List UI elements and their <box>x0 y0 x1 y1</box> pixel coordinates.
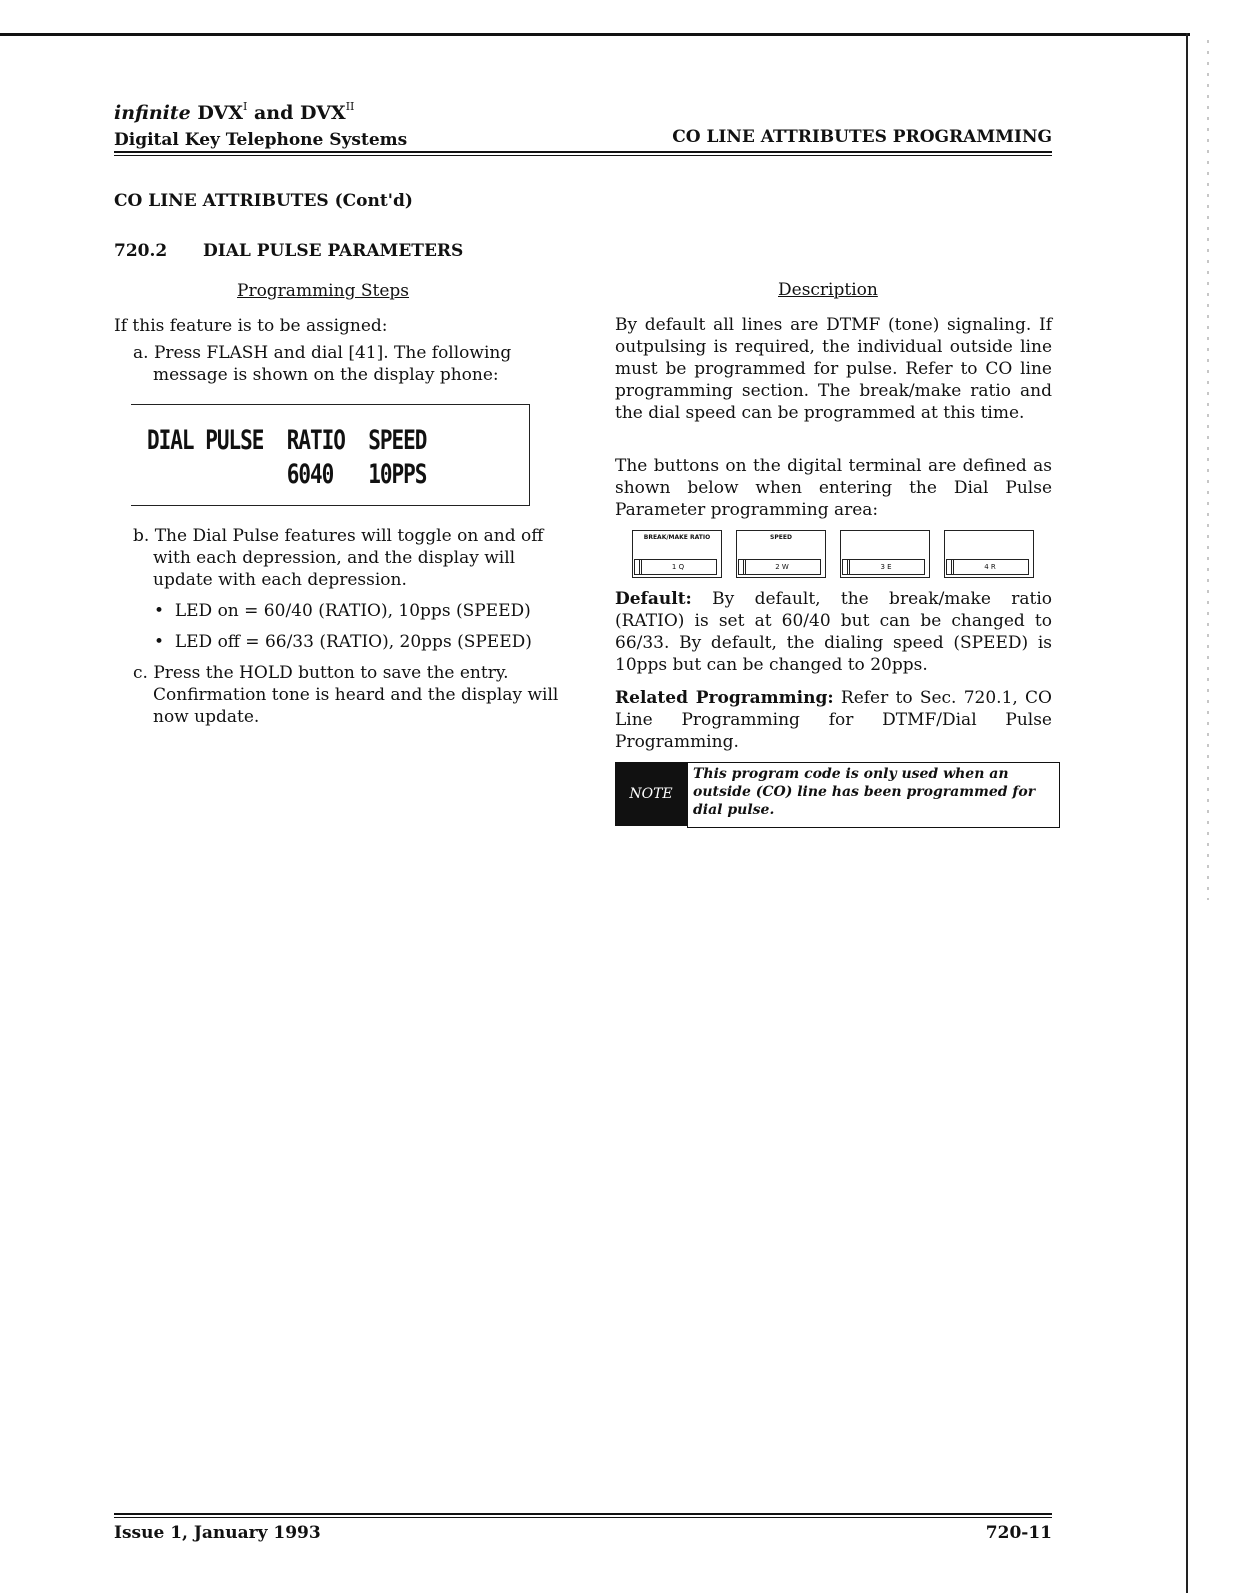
button-4: 4 R <box>944 530 1034 578</box>
terminal-button-diagram <box>632 530 1036 578</box>
header-rule-thin <box>114 155 1052 156</box>
intro-text: If this feature is to be assigned: <box>114 316 388 336</box>
ratio-button: BREAK/MAKE RATIO 1 Q <box>632 530 722 578</box>
related-programming-paragraph: Related Programming: Refer to Sec. 720.1, CO Line Programming for DTMF/Dial Pulse Programming. <box>615 688 1052 752</box>
description-heading: Description <box>778 280 878 300</box>
display-phone-screen <box>131 404 530 506</box>
display-line-1: DIAL PULSE RATIO SPEED <box>147 425 427 455</box>
description-para-1: By default all lines are DTMF (tone) signaling. If outpulsing is required, the individual outside line must be programmed for pulse. Refer to CO line programming section. The break/make ratio and the dial speed can be programmed at this time. <box>615 315 1052 423</box>
footer-rule <box>114 1513 1052 1515</box>
bullet-dot: • <box>154 632 175 652</box>
footer-page-number: 720-11 <box>985 1523 1052 1543</box>
led-indicator <box>946 559 954 575</box>
bullet-led-on: • LED on = 60/40 (RATIO), 10pps (SPEED) <box>154 601 531 621</box>
header-rule <box>114 151 1052 153</box>
footer-issue: Issue 1, January 1993 <box>114 1523 321 1543</box>
scan-margin-marks <box>1207 40 1209 900</box>
led-indicator <box>738 559 746 575</box>
description-para-2: The buttons on the digital terminal are defined as shown below when entering the Dial Pulse Parameter programming area: <box>615 456 1052 520</box>
product-subtitle: Digital Key Telephone Systems <box>114 130 408 150</box>
speed-button: SPEED 2 W <box>736 530 826 578</box>
note-label: NOTE <box>615 762 687 826</box>
step-c: c. Press the HOLD button to save the entry. Confirmation tone is heard and the display will now update. <box>133 663 559 727</box>
step-a: a. Press FLASH and dial [41]. The following message is shown on the display phone: <box>133 343 512 385</box>
programming-steps-heading: Programming Steps <box>237 281 410 301</box>
page-border-top <box>0 33 1190 36</box>
subsection-title: DIAL PULSE PARAMETERS <box>203 241 464 261</box>
default-paragraph: Default: By default, the break/make ratio (RATIO) is set at 60/40 but can be changed to 66/33. By default, the dialing speed (SPEED) is 10pps but can be changed to 20pps. <box>615 589 1052 675</box>
step-b: b. The Dial Pulse features will toggle on and off with each depression, and the display will update with each depression. <box>133 526 544 590</box>
bullet-led-off: • LED off = 66/33 (RATIO), 20pps (SPEED) <box>154 632 532 652</box>
button-3: 3 E <box>840 530 930 578</box>
bullet-dot: • <box>154 601 175 621</box>
product-title: infinite $DVX^I$ and $DVX^{II}$ <box>114 100 355 124</box>
section-title: CO LINE ATTRIBUTES (Cont'd) <box>114 191 413 211</box>
footer-rule-thin <box>114 1517 1052 1518</box>
header-section-title: CO LINE ATTRIBUTES PROGRAMMING <box>672 127 1052 147</box>
subsection-number: 720.2 <box>114 241 168 261</box>
note-text: This program code is only used when an outside (CO) line has been programmed for dial pulse. <box>687 762 1060 828</box>
note-box <box>615 762 1055 826</box>
display-line-2: 6040 10PPS <box>147 459 427 489</box>
led-indicator <box>842 559 850 575</box>
page-border-right <box>1186 33 1188 1593</box>
led-indicator <box>634 559 642 575</box>
